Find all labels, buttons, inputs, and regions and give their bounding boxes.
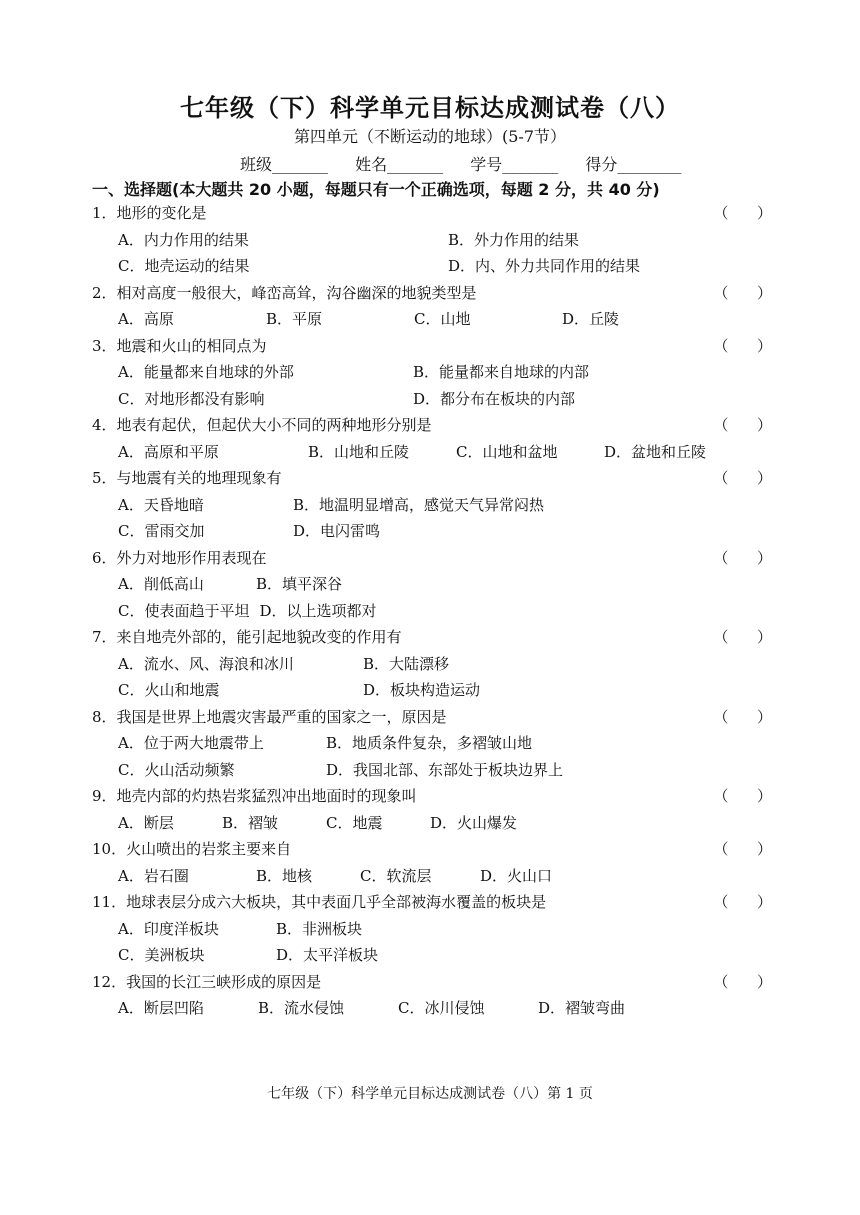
question-stem: 2．相对高度一般很大，峰峦高耸，沟谷幽深的地貌类型是 bbox=[92, 283, 477, 302]
answer-option: B．山地和丘陵 bbox=[308, 442, 410, 461]
answer-option: D．板块构造运动 bbox=[363, 681, 481, 699]
option-row bbox=[92, 571, 772, 598]
question-item bbox=[92, 836, 772, 889]
question-list bbox=[92, 200, 772, 1022]
answer-option: A．断层凹陷 bbox=[118, 999, 204, 1017]
student-info-row bbox=[240, 152, 703, 175]
answer-option: C．地壳运动的结果 bbox=[118, 257, 250, 275]
question-stem: 10．火山喷出的岩浆主要来自 bbox=[92, 840, 292, 858]
answer-option: A．岩石圈 bbox=[118, 866, 189, 885]
question-item bbox=[92, 412, 772, 465]
answer-option: B．地温明显增高，感觉天气异常闷热 bbox=[293, 495, 545, 514]
answer-option: D．火山爆发 bbox=[430, 813, 518, 832]
page-footer: 七年级（下）科学单元目标达成测试卷（八）第 1 页 bbox=[267, 1086, 593, 1102]
option-row bbox=[92, 942, 772, 969]
answer-option: D．太平洋板块 bbox=[276, 946, 379, 964]
answer-option: A．印度洋板块 bbox=[118, 919, 219, 938]
option-row bbox=[92, 995, 772, 1022]
question-stem: 7．来自地壳外部的，能引起地貌改变的作用有 bbox=[92, 628, 402, 646]
answer-option: A．位于两大地震带上 bbox=[118, 734, 264, 752]
score-field: 得分________ bbox=[585, 155, 682, 174]
answer-option: B．地质条件复杂，多褶皱山地 bbox=[326, 734, 533, 752]
answer-option: A．流水、风、海浪和冰川 bbox=[118, 654, 294, 673]
option-row bbox=[92, 598, 772, 625]
question-stem: 12．我国的长江三峡形成的原因是 bbox=[92, 972, 322, 991]
answer-option: C．山地 bbox=[414, 310, 471, 328]
answer-option: A．能量都来自地球的外部 bbox=[118, 363, 294, 381]
answer-option: C．火山和地震 bbox=[118, 681, 220, 699]
answer-bracket[interactable]: （ ） bbox=[713, 283, 772, 302]
answer-option: A．内力作用的结果 bbox=[118, 230, 249, 249]
answer-option: A．削低高山 bbox=[118, 575, 204, 593]
answer-option: A．高原和平原 bbox=[118, 442, 219, 461]
question-stem: 8．我国是世界上地震灾害最严重的国家之一，原因是 bbox=[92, 707, 447, 726]
answer-option: B．外力作用的结果 bbox=[448, 230, 580, 249]
answer-option: D．褶皱弯曲 bbox=[538, 999, 626, 1017]
option-row bbox=[92, 651, 772, 678]
answer-option: B．大陆漂移 bbox=[363, 654, 450, 673]
answer-option: B．能量都来自地球的内部 bbox=[413, 363, 590, 381]
question-item bbox=[92, 889, 772, 969]
option-row bbox=[92, 253, 772, 280]
question-item bbox=[92, 280, 772, 333]
question-item bbox=[92, 465, 772, 545]
student-number-field: 学号_______ bbox=[470, 155, 559, 174]
answer-bracket[interactable]: （ ） bbox=[713, 787, 772, 805]
answer-option: D．火山口 bbox=[480, 866, 553, 885]
question-item bbox=[92, 200, 772, 280]
answer-option: B．褶皱 bbox=[222, 813, 279, 832]
answer-option: A．断层 bbox=[118, 813, 174, 832]
question-item bbox=[92, 545, 772, 625]
question-stem: 11．地球表层分成六大板块，其中表面几乎全部被海水覆盖的板块是 bbox=[92, 893, 547, 911]
answer-option: C．美洲板块 bbox=[118, 946, 205, 964]
answer-bracket[interactable]: （ ） bbox=[713, 972, 772, 991]
question-stem: 1．地形的变化是 bbox=[92, 204, 207, 222]
name-field: 姓名_______ bbox=[355, 155, 444, 174]
answer-option: D．内、外力共同作用的结果 bbox=[448, 257, 641, 275]
option-row bbox=[92, 359, 772, 386]
option-row bbox=[92, 677, 772, 704]
answer-option: C．雷雨交加 bbox=[118, 522, 205, 540]
answer-option: D．我国北部、东部处于板块边界上 bbox=[326, 760, 564, 779]
question-stem: 3．地震和火山的相同点为 bbox=[92, 336, 267, 355]
answer-bracket[interactable]: （ ） bbox=[713, 204, 772, 222]
question-item bbox=[92, 333, 772, 413]
question-stem: 6．外力对地形作用表现在 bbox=[92, 548, 267, 567]
answer-bracket[interactable]: （ ） bbox=[713, 548, 772, 567]
section-header: 一、选择题(本大题共 20 小题，每题只有一个正确选项，每题 2 分，共 40 分) bbox=[92, 180, 660, 199]
answer-option: D．丘陵 bbox=[562, 310, 620, 328]
page-title: 七年级（下）科学单元目标达成测试卷（八） bbox=[180, 94, 680, 122]
option-row bbox=[92, 227, 772, 254]
answer-bracket[interactable]: （ ） bbox=[713, 336, 772, 355]
answer-option: B．地核 bbox=[256, 866, 313, 885]
question-item bbox=[92, 783, 772, 836]
option-row bbox=[92, 863, 772, 890]
answer-bracket[interactable]: （ ） bbox=[713, 469, 772, 487]
answer-option: C．冰川侵蚀 bbox=[398, 999, 485, 1017]
option-row bbox=[92, 386, 772, 413]
answer-bracket[interactable]: （ ） bbox=[713, 628, 772, 646]
answer-option: C．火山活动频繁 bbox=[118, 760, 235, 779]
answer-bracket[interactable]: （ ） bbox=[713, 416, 772, 434]
option-row bbox=[92, 730, 772, 757]
answer-option: A．天昏地暗 bbox=[118, 495, 204, 514]
answer-option: C．山地和盆地 bbox=[456, 442, 558, 461]
question-item bbox=[92, 704, 772, 784]
answer-option: B．填平深谷 bbox=[256, 575, 343, 593]
answer-option: B．非洲板块 bbox=[276, 919, 363, 938]
question-stem: 5．与地震有关的地理现象有 bbox=[92, 469, 282, 487]
answer-option: D．以上选项都对 bbox=[259, 601, 377, 620]
option-row bbox=[92, 518, 772, 545]
answer-bracket[interactable]: （ ） bbox=[713, 840, 772, 858]
answer-option: C．使表面趋于平坦 bbox=[118, 601, 250, 620]
option-row bbox=[92, 439, 772, 466]
page-subtitle: 第四单元（不断运动的地球）(5-7节） bbox=[293, 127, 566, 146]
answer-bracket[interactable]: （ ） bbox=[713, 893, 772, 911]
answer-option: B．流水侵蚀 bbox=[258, 999, 345, 1017]
option-row bbox=[92, 916, 772, 943]
answer-option: B．平原 bbox=[266, 310, 323, 328]
class-field: 班级_______ bbox=[240, 155, 329, 174]
answer-option: C．对地形都没有影响 bbox=[118, 389, 265, 408]
option-row bbox=[92, 810, 772, 837]
question-stem: 4．地表有起伏，但起伏大小不同的两种地形分别是 bbox=[92, 416, 432, 434]
answer-option: C．软流层 bbox=[360, 866, 432, 885]
answer-option: A．高原 bbox=[118, 310, 174, 328]
answer-bracket[interactable]: （ ） bbox=[713, 707, 772, 726]
question-stem: 9．地壳内部的灼热岩浆猛烈冲出地面时的现象叫 bbox=[92, 787, 417, 805]
option-row bbox=[92, 306, 772, 333]
answer-option: D．电闪雷鸣 bbox=[293, 522, 381, 540]
question-item bbox=[92, 969, 772, 1022]
answer-option: D．都分布在板块的内部 bbox=[413, 389, 576, 408]
answer-option: C．地震 bbox=[326, 813, 383, 832]
answer-option: D．盆地和丘陵 bbox=[604, 442, 707, 461]
option-row bbox=[92, 492, 772, 519]
question-item bbox=[92, 624, 772, 704]
option-row bbox=[92, 757, 772, 784]
